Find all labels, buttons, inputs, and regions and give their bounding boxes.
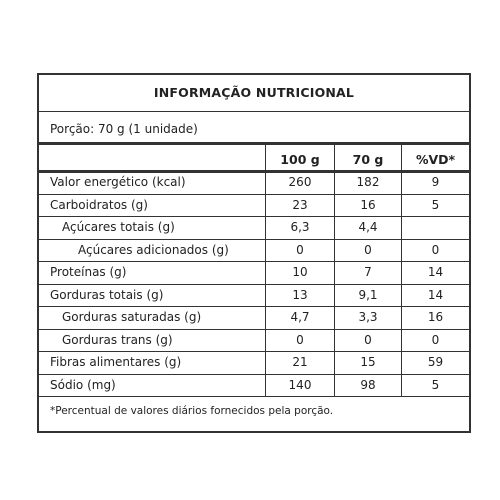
column-divider [265, 142, 266, 396]
percent-daily-value: 14 [427, 265, 444, 279]
nutrient-label: Sódio (mg) [50, 377, 116, 392]
nutrient-row [39, 195, 469, 217]
percent-daily-value: 9 [431, 175, 440, 189]
value-per-portion: 0 [364, 332, 372, 347]
header-vd: %VD* [415, 152, 456, 167]
nutrient-label: Gorduras trans (g) [62, 332, 173, 347]
nutrient-row [39, 262, 469, 284]
value-per-portion: 9,1 [358, 287, 378, 302]
nutrient-row [39, 240, 469, 262]
value-per-portion: 182 [356, 175, 380, 189]
value-per-portion: 3,3 [358, 310, 378, 324]
percent-daily-value: 59 [427, 355, 444, 369]
value-per-100g: 13 [292, 287, 308, 302]
header-100g: 100 g [280, 152, 320, 167]
nutrient-label: Fibras alimentares (g) [50, 355, 182, 369]
value-per-100g: 260 [288, 175, 312, 189]
nutrient-label: Carboidratos (g) [50, 197, 148, 212]
nutrient-row [39, 172, 469, 194]
percent-daily-value: 0 [431, 242, 440, 257]
value-per-100g: 6,3 [290, 220, 310, 234]
nutrient-row [39, 217, 469, 239]
footnote: *Percentual de valores diários fornecidos pela porção. [50, 405, 334, 417]
value-per-100g: 0 [296, 242, 304, 257]
nutrient-label: Proteínas (g) [50, 265, 127, 279]
nutrient-label: Gorduras totais (g) [50, 287, 164, 302]
value-per-100g: 4,7 [290, 310, 310, 324]
nutrient-row [39, 307, 469, 329]
table-bottom-divider [39, 396, 469, 397]
title-divider [39, 111, 469, 112]
panel-title: INFORMAÇÃO NUTRICIONAL [153, 85, 355, 100]
value-per-portion: 16 [360, 197, 376, 212]
header-row [39, 149, 469, 171]
header-70g: 70 g [352, 152, 384, 167]
nutrient-row [39, 352, 469, 374]
value-per-100g: 10 [292, 265, 308, 279]
portion-text: Porção: 70 g (1 unidade) [50, 122, 198, 136]
portion-divider [39, 142, 469, 145]
percent-daily-value: 0 [431, 332, 440, 347]
percent-daily-value: 14 [427, 287, 444, 302]
value-per-100g: 140 [288, 377, 312, 392]
value-per-portion: 0 [364, 242, 372, 257]
percent-daily-value: 16 [427, 310, 444, 324]
value-per-100g: 23 [292, 197, 308, 212]
column-divider [334, 142, 335, 396]
nutrient-label: Valor energético (kcal) [50, 175, 186, 189]
nutrition-facts-panel [37, 73, 471, 433]
value-per-100g: 21 [292, 355, 308, 369]
nutrient-row [39, 285, 469, 307]
percent-daily-value: 5 [431, 377, 440, 392]
nutrient-row [39, 375, 469, 397]
value-per-portion: 15 [360, 355, 376, 369]
nutrient-label: Açúcares totais (g) [62, 220, 175, 234]
value-per-portion: 4,4 [358, 220, 378, 234]
nutrient-label: Gorduras saturadas (g) [62, 310, 202, 324]
nutrient-label: Açúcares adicionados (g) [78, 242, 229, 257]
column-divider [401, 142, 402, 396]
value-per-portion: 98 [360, 377, 376, 392]
percent-daily-value: 5 [431, 197, 440, 212]
nutrient-row [39, 330, 469, 352]
value-per-portion: 7 [364, 265, 372, 279]
value-per-100g: 0 [296, 332, 304, 347]
